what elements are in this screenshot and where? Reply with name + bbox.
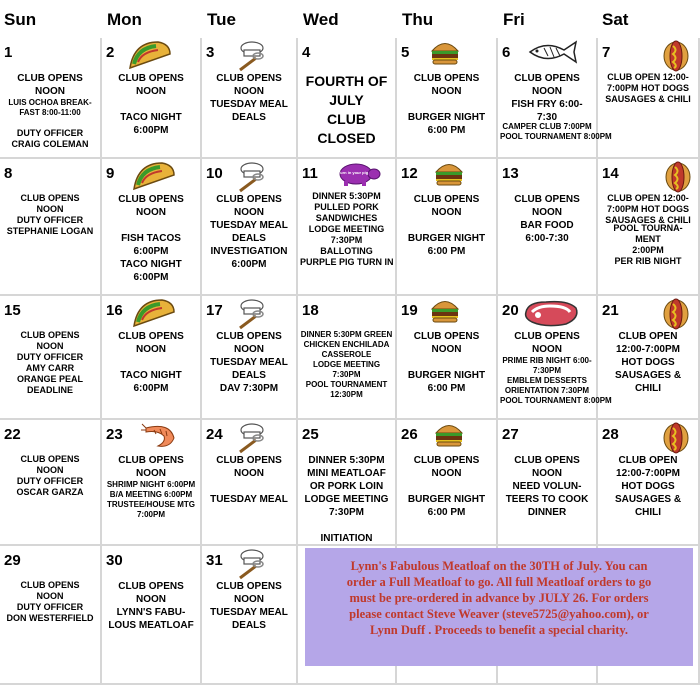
meatloaf-notice	[305, 548, 693, 666]
event-line: DUTY OFFICER	[16, 128, 84, 138]
taco-icon	[128, 40, 172, 75]
day-cell-18	[298, 296, 397, 420]
event-line: EMBLEM DESSERTS	[506, 376, 587, 385]
event-line: POOL TOURNAMENT 8:00PM	[500, 132, 612, 141]
event-line: CHILI	[634, 383, 662, 394]
event-line: DEALS	[232, 112, 266, 123]
event-line: POOL TOURNA-	[613, 223, 683, 233]
event-line: SAUSAGES &	[614, 370, 682, 381]
day-events	[600, 72, 696, 105]
event-line: JULY	[329, 92, 364, 108]
event-line: CLUB OPENS	[514, 73, 580, 84]
event-line: 7:00PM	[136, 510, 165, 519]
day-events	[399, 193, 494, 258]
day-events	[104, 330, 198, 395]
event-line: LODGE MEETING	[312, 360, 381, 369]
event-line: CLUB OPENS	[514, 455, 580, 466]
event-line: CLUB OPENS	[514, 331, 580, 342]
day-events	[204, 454, 294, 506]
event-line: CLUB OPENS	[118, 73, 184, 84]
event-line: DINNER	[527, 507, 567, 518]
day-cell-29	[0, 546, 102, 685]
event-line: NOON	[532, 344, 562, 355]
event-line: NOON	[431, 207, 462, 218]
burger-icon	[430, 298, 460, 329]
day-cell-16	[102, 296, 202, 420]
event-line: CLUB OPENS	[118, 581, 184, 592]
event-line: CLUB OPENS	[216, 194, 282, 205]
day-events	[399, 72, 494, 137]
event-line: 7:30PM	[532, 366, 561, 375]
event-line	[104, 356, 198, 369]
event-line: LODGE MEETING	[308, 224, 385, 234]
day-cell-4	[298, 38, 397, 159]
day-cell-27	[498, 420, 598, 546]
day-number: 14	[602, 165, 619, 182]
day-number: 22	[4, 426, 21, 443]
event-line: DEADLINE	[26, 385, 73, 395]
day-events	[2, 72, 98, 98]
event-line: 12:00-7:00PM	[616, 344, 680, 355]
day-events	[500, 454, 594, 519]
event-line: SAUSAGES & CHILI	[605, 215, 691, 225]
event-line: 2:00PM	[632, 245, 664, 255]
event-line: DEALS	[232, 620, 266, 631]
event-line: 6:00PM	[231, 259, 267, 270]
day-cell-17	[202, 296, 298, 420]
day-cell-22	[0, 420, 102, 546]
event-line: AMY CARR	[25, 363, 75, 373]
day-number: 18	[302, 302, 319, 319]
notice-line: please contact Steve Weaver (steve5725@yahoo.com), or	[349, 607, 649, 621]
event-line: CLUB OPENS	[514, 194, 580, 205]
day-cell-31	[202, 546, 298, 685]
day-number: 19	[401, 302, 418, 319]
event-line	[300, 519, 393, 532]
event-line	[399, 98, 494, 111]
event-line: PULLED PORK	[314, 202, 379, 212]
day-cell-5	[397, 38, 498, 159]
event-line: BAR FOOD	[520, 220, 574, 231]
event-line: 12:00-7:00PM	[616, 468, 680, 479]
event-line: SAUSAGES & CHILI	[605, 94, 691, 104]
day-events	[399, 454, 494, 519]
event-line: DUTY OFFICER	[16, 215, 84, 225]
weekday-fri: Fri	[503, 10, 525, 29]
day-number: 27	[502, 426, 519, 443]
event-line: DINNER 5:30PM	[308, 455, 385, 466]
event-line: CLUB OPENS	[20, 454, 80, 464]
event-line: LUIS OCHOA BREAK-	[8, 98, 92, 107]
event-line: FAST 8:00-11:00	[19, 108, 81, 117]
event-line: B/A MEETING 6:00PM	[109, 490, 193, 499]
day-events	[600, 454, 696, 519]
day-number: 15	[4, 302, 21, 319]
event-line: HOT DOGS	[621, 357, 675, 368]
day-cell-24	[202, 420, 298, 546]
event-line: NOON	[234, 344, 264, 355]
day-events	[2, 580, 98, 624]
day-events	[399, 330, 494, 395]
day-number: 5	[401, 44, 410, 61]
event-line	[204, 480, 294, 493]
pig-caption: Turn in your pig	[338, 170, 369, 175]
event-line: CLOSED	[317, 130, 376, 146]
day-cell-1	[0, 38, 102, 159]
event-line: NOON	[136, 86, 166, 97]
event-line: INITIATION	[320, 533, 373, 544]
event-line: SAUSAGES &	[614, 494, 682, 505]
day-cell-30	[102, 546, 202, 685]
event-line: NOON	[431, 344, 462, 355]
day-events	[500, 72, 594, 124]
event-line: CLUB OPENS	[413, 331, 480, 342]
event-line: CLUB	[327, 111, 366, 127]
day-events	[104, 480, 198, 520]
event-line	[399, 356, 494, 369]
event-line: CLUB OPENS	[17, 73, 83, 84]
day-events	[2, 330, 98, 396]
event-line: MINI MEATLOAF	[307, 468, 386, 479]
day-cell-10	[202, 159, 298, 296]
event-line: 7:30PM	[328, 507, 364, 518]
day-cell-3	[202, 38, 298, 159]
event-line: ORIENTATION 7:30PM	[504, 386, 590, 395]
day-cell-7	[598, 38, 700, 159]
event-line: 12:30PM	[330, 390, 363, 399]
day-number: 4	[302, 44, 311, 61]
weekday-header	[0, 0, 700, 38]
event-line: DINNER 5:30PM GREEN	[300, 330, 393, 339]
event-line: POOL TOURNAMENT 8:00PM	[500, 396, 612, 405]
event-line: SANDWICHES	[315, 213, 378, 223]
event-line: 6:00-7:30	[525, 233, 569, 244]
event-line: CLUB OPENS	[216, 455, 282, 466]
event-line: DON WESTERFIELD	[6, 613, 94, 623]
day-events	[300, 72, 393, 148]
day-number: 26	[401, 426, 418, 443]
event-line: FISH TACOS	[121, 233, 181, 244]
event-line	[399, 219, 494, 232]
weekday-sat: Sat	[602, 10, 629, 29]
day-number: 31	[206, 552, 223, 569]
event-line: TRUSTEE/HOUSE MTG	[106, 500, 195, 509]
notice-line: Lynn Duff . Proceeds to benefit a special charity.	[369, 623, 629, 637]
event-line	[104, 98, 198, 111]
event-line: NEED VOLUN-	[512, 481, 582, 492]
steak-icon	[522, 298, 582, 333]
event-line: CLUB OPENS	[118, 194, 184, 205]
event-line: DUTY OFFICER	[16, 476, 84, 486]
day-cell-11	[298, 159, 397, 296]
day-number: 10	[206, 165, 223, 182]
fish-icon	[526, 40, 578, 69]
event-line: PURPLE PIG TURN IN	[300, 257, 394, 267]
event-line: NOON	[431, 86, 462, 97]
event-line: NOON	[136, 207, 166, 218]
event-line: 6:00PM	[133, 383, 169, 394]
day-events	[104, 193, 198, 284]
day-number: 23	[106, 426, 123, 443]
day-events	[300, 191, 393, 268]
event-line: CRAIG COLEMAN	[11, 139, 89, 149]
event-line: TUESDAY MEAL	[210, 220, 288, 231]
day-number: 17	[206, 302, 223, 319]
event-line: 7:30	[536, 112, 557, 123]
day-number: 16	[106, 302, 123, 319]
event-line: TACO NIGHT	[120, 112, 182, 123]
event-line: FOURTH OF	[305, 73, 388, 89]
day-events	[500, 193, 594, 245]
taco-icon	[132, 161, 176, 196]
day-number: 6	[502, 44, 511, 61]
event-line: CLUB OPENS	[413, 455, 480, 466]
event-line: CLUB OPENS	[20, 580, 80, 590]
event-line: CLUB OPEN 12:00-	[607, 193, 689, 203]
event-line: OR PORK LOIN	[309, 481, 384, 492]
day-number: 12	[401, 165, 418, 182]
day-number: 28	[602, 426, 619, 443]
event-line: PRIME RIB NIGHT 6:00-	[502, 356, 592, 365]
event-line: MENT	[635, 234, 661, 244]
day-events	[104, 580, 198, 632]
weekday-wed: Wed	[303, 10, 339, 29]
event-line: NOON	[532, 86, 562, 97]
event-line: CLUB OPEN	[618, 455, 678, 466]
event-line: BURGER NIGHT	[407, 233, 486, 244]
day-number: 9	[106, 165, 115, 182]
day-events	[2, 193, 98, 237]
event-line: 6:00PM	[133, 272, 169, 283]
burger-icon	[434, 422, 464, 453]
event-line: NOON	[136, 468, 166, 479]
event-line: CLUB OPENS	[118, 455, 184, 466]
event-line: BURGER NIGHT	[407, 494, 486, 505]
event-line: CLUB OPENS	[216, 73, 282, 84]
event-line: NOON	[234, 468, 264, 479]
event-line: NOON	[136, 594, 166, 605]
day-cell-14	[598, 159, 700, 296]
day-cell-9	[102, 159, 202, 296]
event-line: DAV 7:30PM	[219, 383, 279, 394]
event-line: CLUB OPEN 12:00-	[607, 72, 689, 82]
event-line: BURGER NIGHT	[407, 370, 486, 381]
event-line: BURGER NIGHT	[407, 112, 486, 123]
day-number: 7	[602, 44, 611, 61]
event-line: 6:00 PM	[427, 507, 466, 518]
event-line: CAMPER CLUB 7:00PM	[502, 122, 592, 131]
event-line: 7:00PM HOT DOGS	[606, 204, 689, 214]
event-line: HOT DOGS	[621, 481, 675, 492]
day-number: 2	[106, 44, 115, 61]
event-line: CLUB OPENS	[413, 194, 480, 205]
day-events	[204, 193, 294, 271]
burger-icon	[434, 161, 464, 192]
day-events	[2, 98, 98, 118]
event-line: CLUB OPEN	[618, 331, 678, 342]
event-line: LOUS MEATLOAF	[108, 620, 194, 631]
day-cell-28	[598, 420, 700, 546]
day-number: 25	[302, 426, 319, 443]
day-cell-8	[0, 159, 102, 296]
day-events	[500, 356, 612, 406]
day-number: 11	[302, 165, 318, 182]
day-events	[500, 330, 594, 356]
day-events	[204, 330, 294, 395]
event-line: 6:00 PM	[427, 246, 466, 257]
day-number: 3	[206, 44, 215, 61]
event-line: NOON	[234, 594, 264, 605]
day-number: 30	[106, 552, 123, 569]
event-line: NOON	[36, 591, 64, 601]
event-line: NOON	[35, 86, 65, 97]
event-line: NOON	[532, 468, 562, 479]
day-cell-13	[498, 159, 598, 296]
event-line	[399, 480, 494, 493]
event-line: OSCAR GARZA	[16, 487, 84, 497]
event-line: PER RIB NIGHT	[614, 256, 682, 266]
day-events	[2, 454, 98, 498]
event-line: 7:30PM	[332, 370, 361, 379]
event-line: LODGE MEETING	[304, 494, 389, 505]
notice-line: must be pre-ordered in advance by JULY 26. For orders	[349, 591, 649, 605]
event-line: 6:00PM	[133, 125, 169, 136]
day-events	[600, 193, 696, 226]
event-line: TEERS TO COOK	[505, 494, 589, 505]
day-number: 21	[602, 302, 619, 319]
day-events	[500, 122, 612, 142]
day-cell-6	[498, 38, 612, 159]
event-line: DUTY OFFICER	[16, 602, 84, 612]
taco-icon	[132, 298, 176, 333]
day-number: 8	[4, 165, 13, 182]
day-events	[300, 454, 393, 545]
event-line: LYNN'S FABU-	[116, 607, 186, 618]
event-line: NOON	[36, 204, 64, 214]
shrimp-icon	[140, 422, 180, 455]
event-line: NOON	[234, 207, 264, 218]
day-number: 13	[502, 165, 519, 182]
event-line: TUESDAY MEAL	[210, 99, 288, 110]
burger-icon	[430, 40, 460, 71]
event-line: 7:30PM	[330, 235, 363, 245]
event-line: CLUB OPENS	[20, 193, 80, 203]
event-line: NOON	[532, 207, 562, 218]
day-events	[300, 330, 393, 400]
day-events	[600, 223, 696, 267]
event-line: 6:00 PM	[427, 383, 466, 394]
day-events	[104, 72, 198, 137]
event-line: INVESTIGATION	[210, 246, 288, 257]
event-line: 6:00PM	[133, 246, 169, 257]
event-line: POOL TOURNAMENT	[305, 380, 388, 389]
event-line: CHICKEN ENCHILADA	[303, 340, 390, 349]
day-number: 1	[4, 44, 13, 61]
event-line: DUTY OFFICER	[16, 352, 84, 362]
day-number: 24	[206, 426, 223, 443]
event-line: BALLOTING	[320, 246, 373, 256]
event-line: 7:00PM HOT DOGS	[606, 83, 689, 93]
day-cell-12	[397, 159, 498, 296]
event-line: CLUB OPENS	[413, 73, 480, 84]
weekday-tue: Tue	[207, 10, 236, 29]
event-line: CLUB OPENS	[20, 330, 80, 340]
purple-pig-icon	[334, 161, 382, 192]
day-events	[2, 128, 98, 150]
event-line: CLUB OPENS	[216, 581, 282, 592]
event-line: CLUB OPENS	[118, 331, 184, 342]
event-line: DINNER 5:30PM	[312, 191, 381, 201]
event-line: TUESDAY MEAL	[210, 607, 288, 618]
day-cell-25	[298, 420, 397, 546]
weekday-sun: Sun	[4, 10, 37, 29]
day-cell-2	[102, 38, 202, 159]
day-cell-26	[397, 420, 498, 546]
event-line: TUESDAY MEAL	[210, 357, 288, 368]
day-number: 20	[502, 302, 519, 319]
event-line: TUESDAY MEAL	[210, 494, 288, 505]
event-line: NOON	[431, 468, 462, 479]
event-line: CLUB OPENS	[216, 331, 282, 342]
day-events	[204, 580, 294, 632]
day-cell-19	[397, 296, 498, 420]
event-line: DEALS	[232, 370, 266, 381]
event-line: 6:00 PM	[427, 125, 466, 136]
event-line: FISH FRY 6:00-	[511, 99, 583, 110]
event-line: NOON	[36, 341, 64, 351]
event-line: NOON	[36, 465, 64, 475]
event-line: CHILI	[634, 507, 662, 518]
event-line: TACO NIGHT	[120, 259, 182, 270]
day-events	[204, 72, 294, 124]
day-cell-21	[598, 296, 700, 420]
weekday-mon: Mon	[107, 10, 142, 29]
day-events	[104, 454, 198, 480]
weekday-thu: Thu	[402, 10, 434, 29]
event-line: NOON	[234, 86, 264, 97]
notice-line: Lynn's Fabulous Meatloaf on the 30TH of July. You can	[350, 559, 648, 573]
event-line: ORANGE PEAL	[16, 374, 83, 384]
event-line: NOON	[136, 344, 166, 355]
day-cell-15	[0, 296, 102, 420]
day-number: 29	[4, 552, 21, 569]
day-cell-23	[102, 420, 202, 546]
event-line: STEPHANIE LOGAN	[6, 226, 94, 236]
event-line: DEALS	[232, 233, 266, 244]
day-events	[600, 330, 696, 395]
event-line: SHRIMP NIGHT 6:00PM	[106, 480, 196, 489]
event-line: TACO NIGHT	[120, 370, 182, 381]
event-line: CASSEROLE	[321, 350, 372, 359]
event-line	[104, 219, 198, 232]
notice-line: order a Full Meatloaf to go. All full Meatloaf orders to go	[346, 575, 652, 589]
